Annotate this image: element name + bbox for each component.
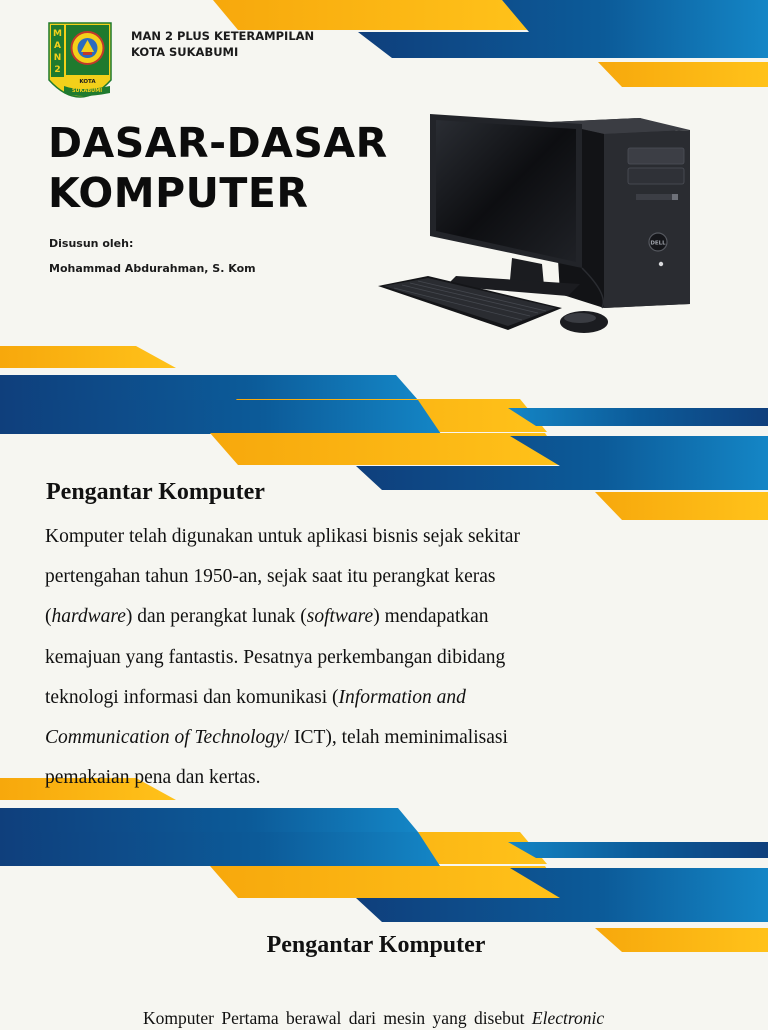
section-body-text — [45, 517, 605, 798]
italic-term: hardware — [51, 606, 126, 628]
body-line — [45, 557, 605, 597]
logo-letter-a: A — [54, 41, 61, 51]
byline-label: Disusun oleh: — [49, 237, 134, 250]
text-run: Komputer telah digunakan untuk aplikasi bisnis sejak sekitar — [45, 526, 520, 547]
text-run: teknologi informasi dan komunikasi ( — [45, 686, 339, 708]
logo-letter-2: 2 — [54, 65, 61, 75]
body-line — [45, 758, 605, 798]
school-name — [131, 28, 314, 60]
text-run: ( — [45, 606, 52, 628]
text-run: kemajuan yang fantastis. Pesatnya perkembangan dibidang — [45, 646, 506, 668]
italic-term: Electronic — [531, 1008, 605, 1028]
body-line — [45, 638, 605, 678]
text-run: pertengahan tahun 1950-an, sejak saat itu perangkat keras — [45, 566, 496, 588]
dell-brand-label: DELL — [650, 240, 666, 247]
desktop-computer-image — [372, 108, 702, 340]
section-body-text-2 — [143, 1006, 604, 1030]
text-run: / ICT), telah meminimalisasi — [283, 727, 508, 749]
title-line2: KOMPUTER — [48, 169, 309, 217]
italic-term: software — [306, 606, 374, 628]
school-name-line1: MAN 2 PLUS KETERAMPILAN — [131, 29, 315, 43]
section-heading: Pengantar Komputer — [46, 479, 265, 505]
italic-term: Information and — [338, 686, 466, 708]
author-name: Mohammad Abdurahman, S. Kom — [49, 262, 256, 275]
body-line — [45, 517, 605, 557]
document-title — [48, 118, 388, 218]
school-logo — [48, 22, 112, 104]
body-line — [45, 597, 605, 637]
logo-ribbon-line1: KOTA — [79, 79, 96, 85]
text-run: Komputer Pertama berawal dari mesin yang disebut — [143, 1008, 525, 1028]
text-run: ) dan perangkat lunak ( — [125, 606, 307, 628]
school-name-line2: KOTA SUKABUMI — [131, 45, 239, 59]
logo-letter-n: N — [53, 53, 62, 63]
text-run: ) mendapatkan — [373, 606, 489, 628]
section-heading-2: Pengantar Komputer — [266, 932, 486, 958]
logo-letter-m: M — [53, 29, 62, 39]
logo-ribbon-line2: SUKABUMI — [71, 88, 103, 94]
text-run: pemakaian pena dan kertas. — [45, 767, 261, 789]
italic-term: Communication of Technology — [45, 727, 284, 749]
body-line — [45, 718, 605, 758]
body-line — [45, 678, 605, 718]
title-line1: DASAR-DASAR — [48, 119, 388, 167]
